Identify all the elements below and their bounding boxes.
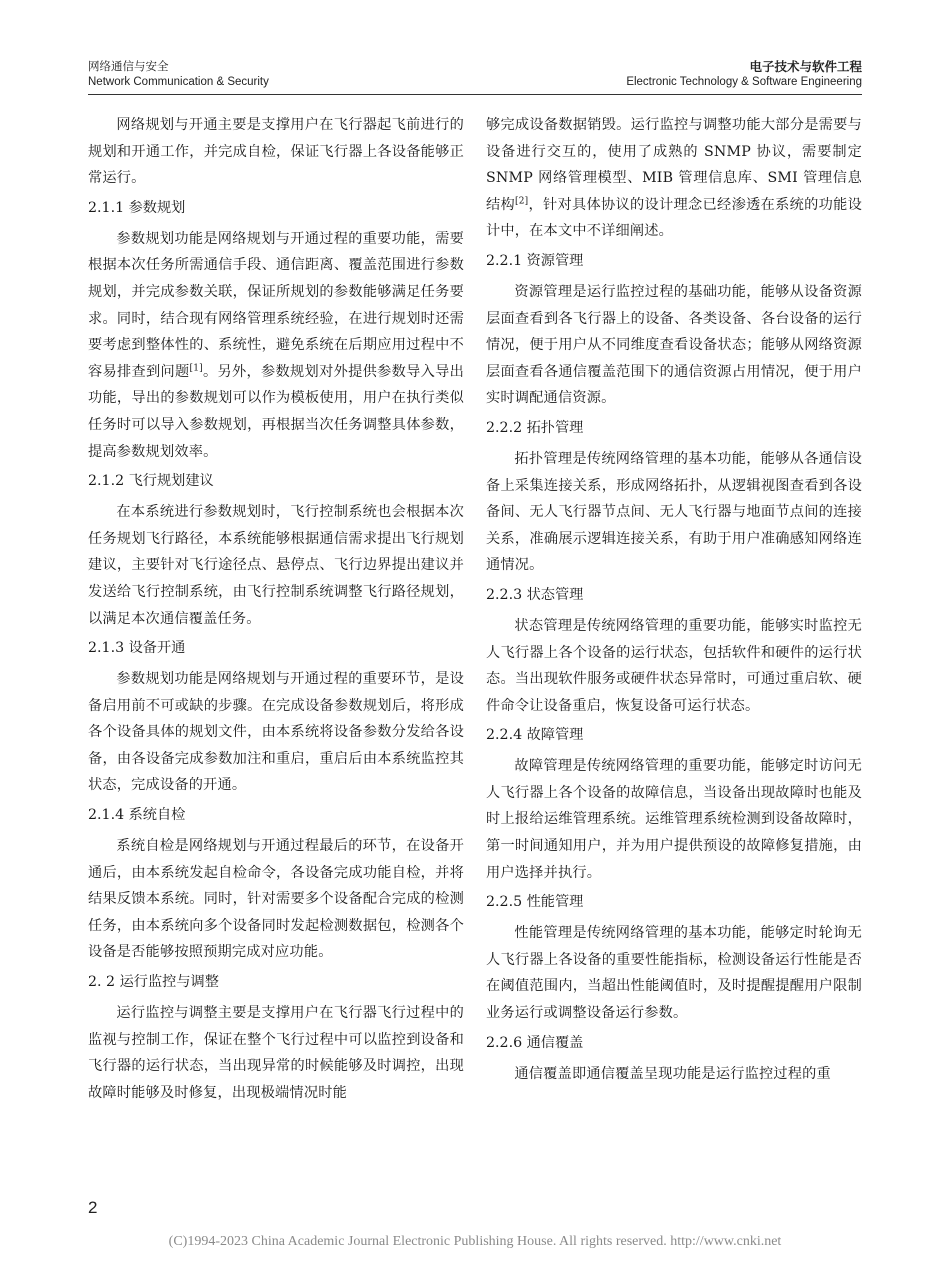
copyright-footer: (C)1994-2023 China Academic Journal Electronic Publishing House. All rights reserved. http://www.cnki.net [168, 1234, 782, 1249]
paragraph-2-1-3: 参数规划功能是网络规划与开通过程的重要环节，是设备启用前不可或缺的步骤。在完成设备参数规划后，将形成各个设备具体的规划文件，由本系统将设备参数分发给各设备，由各设备完成参数加注和重启，重启后由本系统监控其状态，完成设备的开通。 [88, 671, 464, 794]
running-header-left [88, 60, 269, 90]
journal-name-zh: 电子技术与软件工程 [749, 60, 862, 74]
section-heading-2-2-1: 2.2.1 资源管理 [486, 252, 584, 269]
left-column [88, 112, 464, 1106]
running-header-right [626, 60, 862, 90]
header-divider [88, 94, 862, 95]
section-heading-2-1-4: 2.1.4 系统自检 [88, 807, 186, 824]
section-heading-2-2-3: 2.2.3 状态管理 [486, 586, 584, 603]
column-name-en: Network Communication & Security [88, 76, 269, 88]
paragraph-2-2: 运行监控与调整主要是支撑用户在飞行器飞行过程中的监视与控制工作，保证在整个飞行过程中可以监控到设备和飞行器的运行状态，当出现异常的时候能够及时调控，出现故障时能够及时修复，出现极端情况时能 [88, 1005, 464, 1101]
section-heading-2-2-5: 2.2.5 性能管理 [486, 894, 584, 911]
column-name-zh: 网络通信与安全 [88, 61, 169, 73]
section-heading-2-2-4: 2.2.4 故障管理 [486, 727, 584, 744]
section-heading-2-1-2: 2.1.2 飞行规划建议 [88, 473, 214, 490]
paragraph-2-1-2: 在本系统进行参数规划时，飞行控制系统也会根据本次任务规划飞行路径，本系统能够根据通信需求提出飞行规划建议，主要针对飞行途径点、悬停点、飞行边界提出建议并发送给飞行控制系统，由飞行控制系统调整飞行路径规划，以满足本次通信覆盖任务。 [88, 504, 464, 627]
journal-name-en: Electronic Technology & Software Engineering [626, 76, 862, 88]
paragraph-2-2-1: 资源管理是运行监控过程的基础功能，能够从设备资源层面查看到各飞行器上的设备、各类设备、各台设备的运行情况，便于用户从不同维度查看设备状态；能够从网络资源层面查看各通信覆盖范围下的通信资源占用情况，便于用户实时调配通信资源。 [486, 283, 862, 407]
section-heading-2-1-3: 2.1.3 设备开通 [88, 640, 186, 657]
intro-paragraph: 网络规划与开通主要是支撑用户在飞行器起飞前进行的规划和开通工作，并完成自检，保证飞行器上各设备能够正常运行。 [88, 117, 464, 187]
section-heading-2-1-1: 2.1.1 参数规划 [88, 199, 186, 216]
right-column [486, 112, 862, 1087]
section-heading-2-2-2: 2.2.2 拓扑管理 [486, 419, 584, 436]
paragraph-2-2-5: 性能管理是传统网络管理的基本功能，能够定时轮询无人飞行器上各设备的重要性能指标，检测设备运行性能是否在阈值范围内，当超出性能阈值时，及时提醒提醒用户限制业务运行或调整设备运行参数。 [486, 925, 862, 1022]
paragraph-2-1-4: 系统自检是网络规划与开通过程最后的环节，在设备开通后，由本系统发起自检命令，各设备完成功能自检，并将结果反馈本系统。同时，针对需要多个设备配合完成的检测任务，由本系统向多个设备同时发起检测数据包，检测各个设备是否能够按照预期完成对应功能。 [88, 838, 464, 961]
section-heading-2-2: 2. 2 运行监控与调整 [88, 974, 219, 991]
continued-paragraph: 够完成设备数据销毁。运行监控与调整功能大部分是需要与设备进行交互的，使用了成熟的 SNMP 协议，需要制定 SNMP 网络管理模型、MIB 管理信息库、SMI 管理信息结构[2]，针对具体协议的设计理念已经渗透在系统的功能设计中，在本文中不详细阐述。 [486, 117, 862, 240]
paragraph-2-2-4: 故障管理是传统网络管理的重要功能，能够定时访问无人飞行器上各个设备的故障信息，当设备出现故障时也能及时上报给运维管理系统。运维管理系统检测到设备故障时，第一时间通知用户，并为用户提供预设的故障修复措施，由用户选择并执行。 [486, 758, 862, 881]
page-number: 2 [88, 1198, 98, 1217]
citation-ref-2[interactable]: [2] [515, 196, 529, 207]
paragraph-2-1-1: 参数规划功能是网络规划与开通过程的重要功能，需要根据本次任务所需通信手段、通信距离、覆盖范围进行参数规划，并完成参数关联，保证所规划的参数能够满足任务要求。同时，结合现有网络管理系统经验，在进行规划时还需要考虑到整体性的、系统性，避免系统在后期应用过程中不容易排查到问题[1]。另外，参数规划对外提供参数导入导出功能，导出的参数规划可以作为模板使用，用户在执行类似任务时可以导入参数规划，再根据当次任务调整具体参数，提高参数规划效率。 [88, 230, 464, 460]
paragraph-2-2-2: 拓扑管理是传统网络管理的基本功能，能够从各通信设备上采集连接关系，形成网络拓扑，从逻辑视图查看到各设备间、无人飞行器节点间、无人飞行器与地面节点间的连接关系，准确展示逻辑连接关系，有助于用户准确感知网络连通情况。 [486, 450, 862, 574]
section-heading-2-2-6: 2.2.6 通信覆盖 [486, 1034, 584, 1051]
paragraph-2-2-6: 通信覆盖即通信覆盖呈现功能是运行监控过程的重 [514, 1065, 831, 1082]
paragraph-2-2-3: 状态管理是传统网络管理的重要功能，能够实时监控无人飞行器上各个设备的运行状态，包括软件和硬件的运行状态。当出现软件服务或硬件状态异常时，可通过重启软、硬件命令让设备重启，恢复设备可运行状态。 [486, 617, 862, 714]
citation-ref-1[interactable]: [1] [189, 363, 203, 374]
